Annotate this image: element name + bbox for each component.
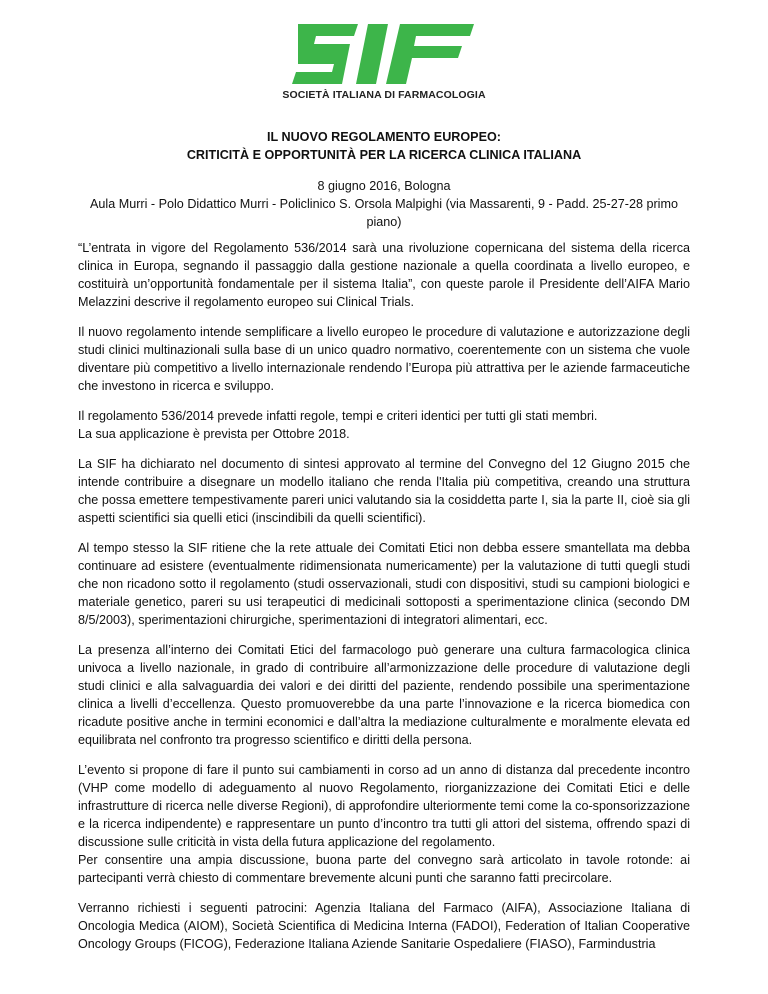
document-body [78,120,690,965]
rules-line: Il regolamento 536/2014 prevede infatti regole, tempi e criteri identici per tutti gli stati membri. [78,409,598,423]
paragraph-pharmacologist: La presenza all’interno dei Comitati Etici del farmacologo può generare una cultura farmacologica clinica univoca a livello nazionale, in grado di contribuire all’armonizzazione delle procedure di valutazione degli studi clinici e alla salvaguardia dei valori e dei diritti del paziente, rendendo possibile una sperimentazione clinica a livelli d’eccellenza. Questo promuoverebbe da una parte l’innovazione e la ricerca biomedica con ricadute positive anche in termini economici e dall’altra la mediazione culturalmente e moralmente elevata ed equilibrata nel confronto tra progresso scientifico e diritti della persona. [78,643,690,747]
discussion-text: Per consentire una ampia discussione, buona parte del convegno sarà articolato in tavole rotonde: ai partecipanti verrà chiesto di commentare brevemente alcuni punti che saranno fatti precircolare. [78,853,690,885]
paragraph-patronage: Verranno richiesti i seguenti patrocini: Agenzia Italiana del Farmaco (AIFA), Associazione Italiana di Oncologia Medica (AIOM), Società Scientifica di Medicina Interna (FADOI), Federation of Italian Cooperative Oncology Groups (FICOG), Federazione Italiana Aziende Sanitarie Ospedaliere (FIASO), Farmindustria [78,901,690,951]
title-line-1: IL NUOVO REGOLAMENTO EUROPEO: [267,130,501,144]
paragraphs [78,239,690,953]
document-title [78,128,690,164]
event-goals-text: L’evento si propone di fare il punto sui cambiamenti in corso ad un anno di distanza dal precedente incontro (VHP come modello di adeguamento al nuovo Regolamento, riorganizzazione dei Comitati Etici e delle infrastrutture di ricerca nelle diverse Regioni), di approfondire ulteriormente temi come la co-sponsorizzazione e la ricerca indipendente) e rappresentare un punto d’incontro tra tutti gli attori del sistema, offrendo spazi di discussione sulle criticità in vista della futura applicazione del regolamento. [78,763,690,849]
title-line-2: CRITICITÀ E OPPORTUNITÀ PER LA RICERCA CLINICA ITALIANA [186,148,582,162]
event-venue: Aula Murri - Polo Didattico Murri - Policlinico S. Orsola Malpighi (via Massarenti, 9 - Padd. 25-27-28 primo piano) [90,197,678,229]
society-name: SOCIETÀ ITALIANA DI FARMACOLOGIA [282,89,486,101]
event-info [78,177,690,231]
paragraph-intro-quote: “L’entrata in vigore del Regolamento 536/2014 sarà una rivoluzione copernicana del sistema della ricerca clinica in Europa, segnando il passaggio dalla gestione nazionale a quella coordinata a livello europeo, e costituirà un’opportunità fondamentale per il sistema Italia”, con queste parole il Presidente dell’AIFA Mario Melazzini descrive il regolamento europeo sui Clinical Trials. [78,241,690,309]
application-line: La sua applicazione è prevista per Ottobre 2018. [78,427,350,441]
paragraph-new-regulation: Il nuovo regolamento intende semplificare a livello europeo le procedure di valutazione e autorizzazione degli studi clinici multinazionali sulla base di un unico quadro normativo, coerentemente con un sistema che vuole diventare più competitivo a livello internazionale rendendo l’Europa più attrattiva per le aziende farmaceutiche che investono in ricerca e sviluppo. [78,325,690,393]
event-date-place: 8 giugno 2016, Bologna [317,179,451,193]
paragraph-rules [78,407,690,443]
paragraph-event-goals [78,761,690,887]
paragraph-ethics-committees: Al tempo stesso la SIF ritiene che la rete attuale dei Comitati Etici non debba essere smantellata ma debba continuare ad esistere (eventualmente ridimensionata numericamente) per la valutazione di tutti quegli studi che non ricadono sotto il regolamento (studi osservazionali, studi con dispositivi, studi su campioni biologici e materiale genetico, pareri su usi terapeutici di medicinali sottoposti a sperimentazione clinica (secondo DM 8/5/2003), sperimentazioni chirurgiche, sperimentazioni di integratori alimentari, ecc. [78,541,690,627]
paragraph-sif-document: La SIF ha dichiarato nel documento di sintesi approvato al termine del Convegno del 12 Giugno 2015 che intende contribuire a disegnare un modello italiano che renda l'Italia più competitiva, creando una struttura che possa emettere tempestivamente pareri unici valutando sia la cosiddetta parte I, sia la parte II, cioè sia gli aspetti scientifici sia quelli etici (inscindibili da quelli scientifici). [78,457,690,525]
sif-logo-mark [292,22,476,86]
